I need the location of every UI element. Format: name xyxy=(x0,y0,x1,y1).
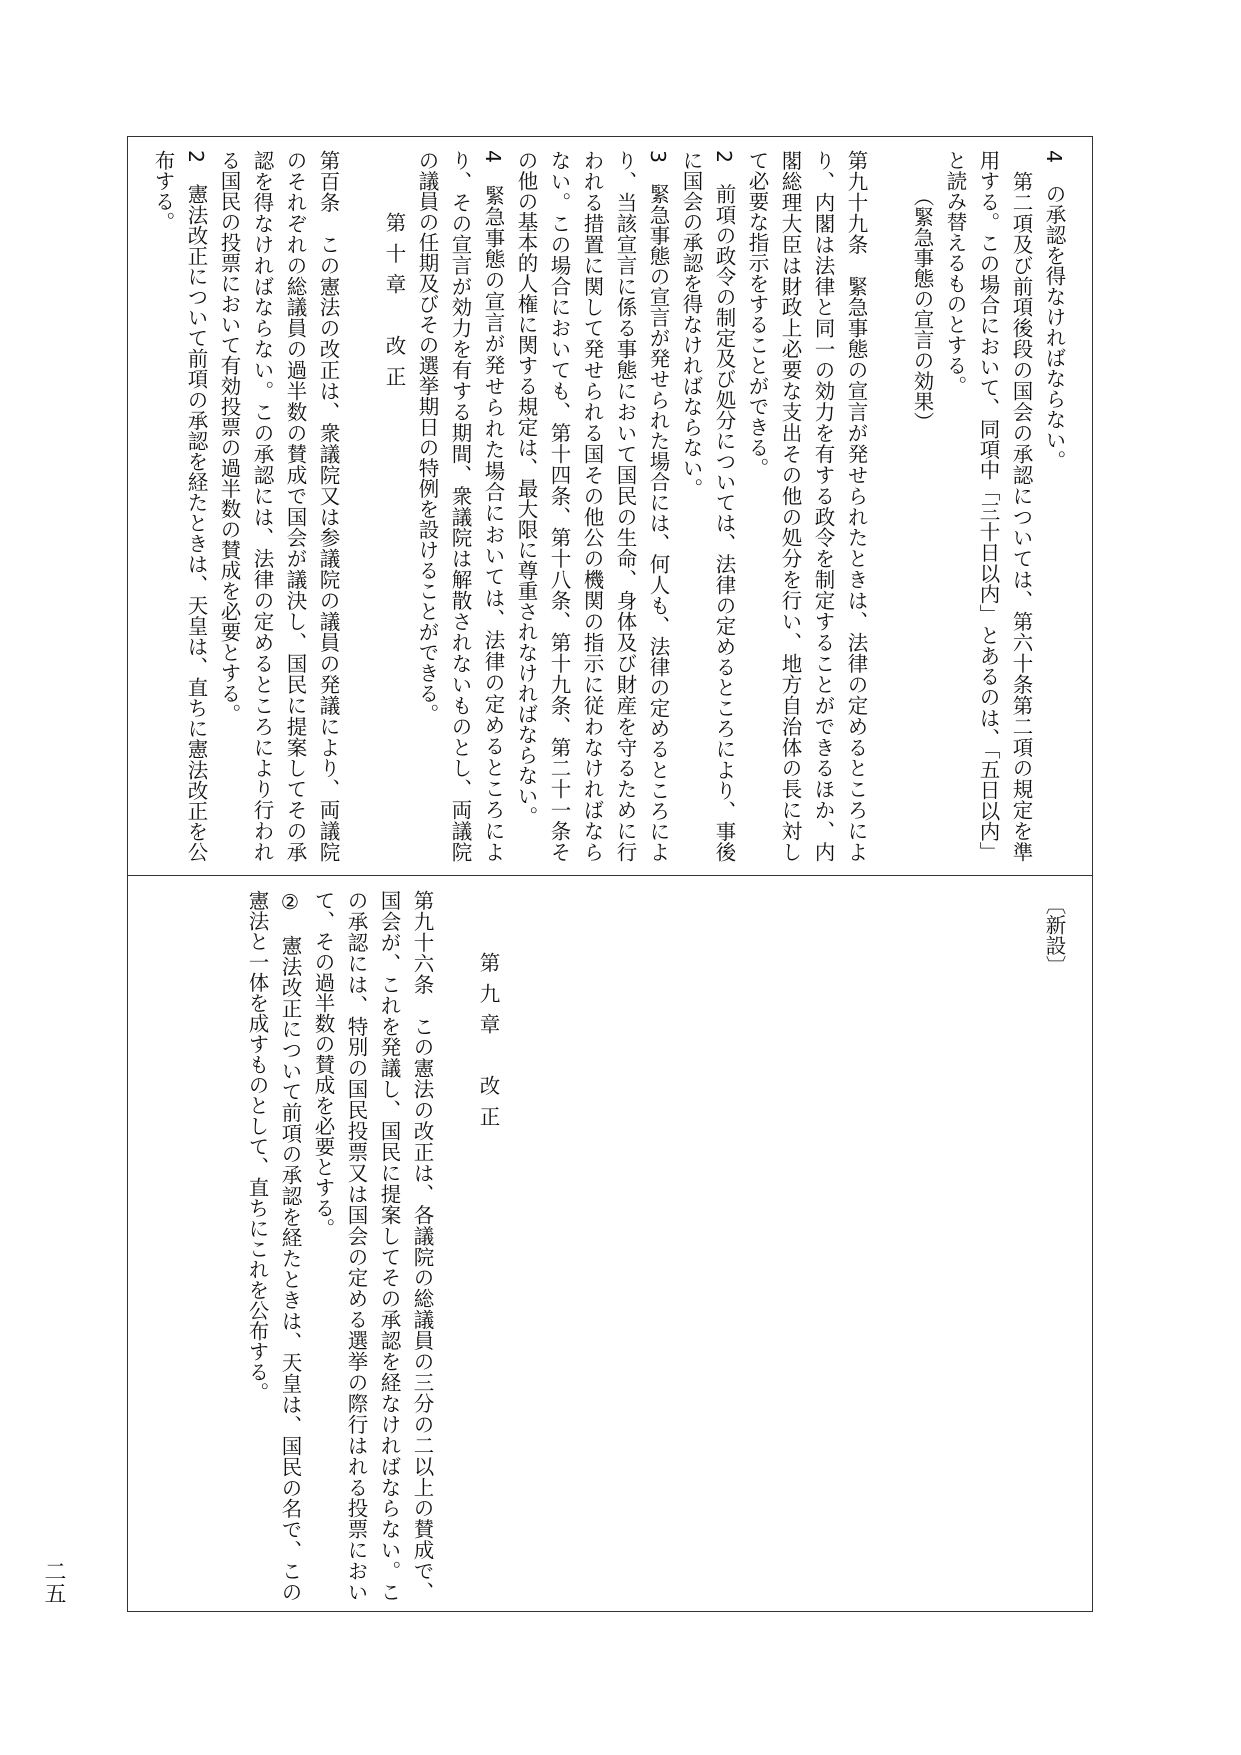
page-number: 二五 xyxy=(41,1560,66,1604)
revised-draft-column xyxy=(150,150,1070,862)
column-divider xyxy=(127,875,1093,876)
chapter-10-heading: 第十章 改正 xyxy=(382,212,406,397)
article-96: 第九十六条 この憲法の改正は、各議院の総議員の三分の二以上の賛成で、国会が、これを発議し、国民に提案してその承認を経なければならない。この承認には、特別の国民投票又は国会の定める選挙の際行はれる投票において、その過半数の賛成を必要とする。 xyxy=(311,890,434,1602)
current-constitution-column xyxy=(150,890,1070,1602)
article-99-paragraph-2: 2 前項の政令の制定及び処分については、法律の定めるところにより、事後に国会の承認を得なければならない。 xyxy=(679,150,736,862)
article-99-heading: （緊急事態の宣言の効果） xyxy=(910,186,934,432)
article-99: 第九十九条 緊急事態の宣言が発せられたときは、法律の定めるところにより、内閣は法律と同一の効力を有する政令を制定することができるほか、内閣総理大臣は財政上必要な支出その他の処分を行い、地方自治体の長に対して必要な指示をすることができる。 xyxy=(745,150,868,862)
blank-spacer xyxy=(504,890,1004,1602)
article-100: 第百条 この憲法の改正は、衆議院又は参議院の議員の発議により、両議院のそれぞれの総議員の過半数の賛成で国会が議決し、国民に提案してその承認を得なければならない。この承認には、法律の定めるところにより行われる国民の投票において有効投票の過半数の賛成を必要とする。 xyxy=(217,150,340,862)
article-100-paragraph-2: 2 憲法改正について前項の承認を経たときは、天皇は、直ちに憲法改正を公布する。 xyxy=(151,150,208,862)
article-99-paragraph-3: 3 緊急事態の宣言が発せられた場合には、何人も、法律の定めるところにより、当該宣言に係る事態において国民の生命、身体及び財産を守るために行われる措置に関して発せられる国その他公の機関の指示に従わなければならない。この場合においても、第十四条、第十八条、第十九条、第二十一条その他の基本的人権に関する規定は、最大限に尊重されなければならない。 xyxy=(514,150,670,862)
paragraph-4-continued: 4 の承認を得なければならない。 xyxy=(1042,150,1066,471)
article-96-paragraph-2: ② 憲法改正について前項の承認を経たときは、天皇は、国民の名で、この憲法と一体を成すものとして、直ちにこれを公布する。 xyxy=(245,890,302,1602)
article-99-paragraph-4: 4 緊急事態の宣言が発せられた場合においては、法律の定めるところにより、その宣言が効力を有する期間、衆議院は解散されないものとし、両議院の議員の任期及びその選挙期日の特例を設けることができる。 xyxy=(415,150,505,862)
new-provision-note: 〔新設〕 xyxy=(1042,894,1066,976)
paragraph-4-second-sentence: 第二項及び前項後段の国会の承認については、第六十条第二項の規定を準用する。この場合において、同項中「三十日以内」とあるのは、「五日以内」と読み替えるものとする。 xyxy=(943,150,1033,862)
chapter-9-heading: 第九章 改正 xyxy=(476,952,500,1137)
